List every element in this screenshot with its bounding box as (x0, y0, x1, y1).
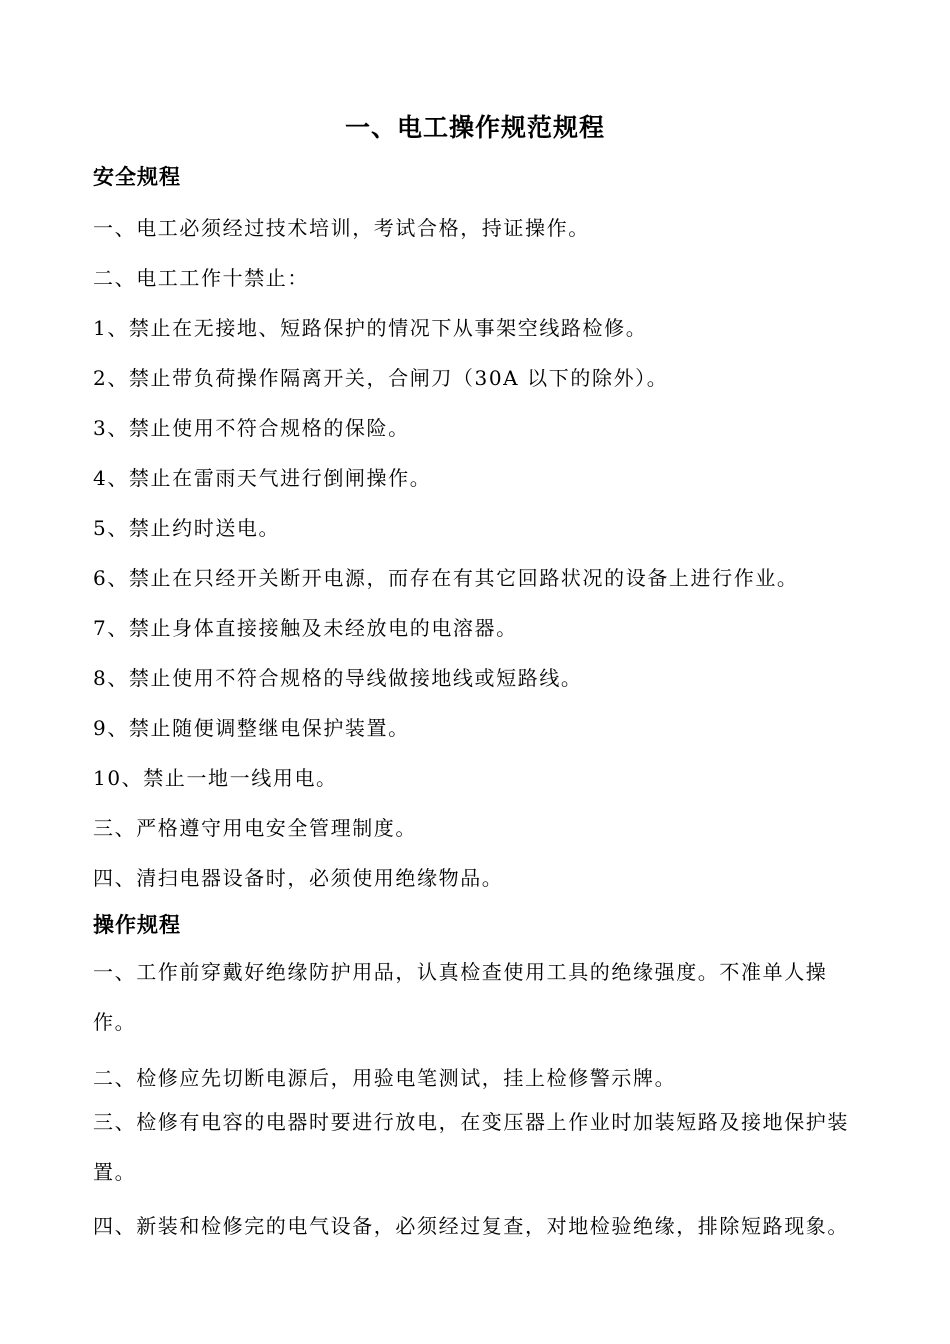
safety-rule-line: 6、禁止在只经开关断开电源，而存在有其它回路状况的设备上进行作业。 (93, 566, 799, 590)
operation-rule-line: 二、检修应先切断电源后，用验电笔测试，挂上检修警示牌。 (93, 1066, 677, 1090)
safety-rule-line: 5、禁止约时送电。 (93, 516, 281, 540)
section-heading-operation: 操作规程 (93, 913, 181, 937)
safety-rule-line: 二、电工工作十禁止： (93, 266, 309, 290)
operation-rule-line: 三、检修有电容的电器时要进行放电，在变压器上作业时加装短路及接地保护装置。 (93, 1110, 849, 1184)
safety-rule-line: 10、禁止一地一线用电。 (93, 766, 338, 790)
section-heading-safety: 安全规程 (93, 165, 181, 189)
document-title: 一、电工操作规范规程 (344, 113, 605, 142)
operation-rule-line: 四、新装和检修完的电气设备，必须经过复查，对地检验绝缘，排除短路现象。 (93, 1214, 849, 1238)
safety-rule-line: 4、禁止在雷雨天气进行倒闸操作。 (93, 466, 432, 490)
safety-rule-line: 2、禁止带负荷操作隔离开关，合闸刀（30A 以下的除外）。 (93, 366, 669, 390)
safety-rule-line: 8、禁止使用不符合规格的导线做接地线或短路线。 (93, 666, 583, 690)
safety-rule-line: 3、禁止使用不符合规格的保险。 (93, 416, 410, 440)
safety-rule-line: 三、严格遵守用电安全管理制度。 (93, 816, 417, 840)
safety-rule-line: 7、禁止身体直接接触及未经放电的电溶器。 (93, 616, 518, 640)
safety-rule-line: 四、清扫电器设备时，必须使用绝缘物品。 (93, 866, 504, 890)
safety-rule-line: 1、禁止在无接地、短路保护的情况下从事架空线路检修。 (93, 316, 648, 340)
safety-rule-line: 一、电工必须经过技术培训，考试合格，持证操作。 (93, 216, 590, 240)
safety-rule-line: 9、禁止随便调整继电保护装置。 (93, 716, 410, 740)
operation-rule-line: 一、工作前穿戴好绝缘防护用品，认真检查使用工具的绝缘强度。不准单人操作。 (93, 960, 828, 1034)
